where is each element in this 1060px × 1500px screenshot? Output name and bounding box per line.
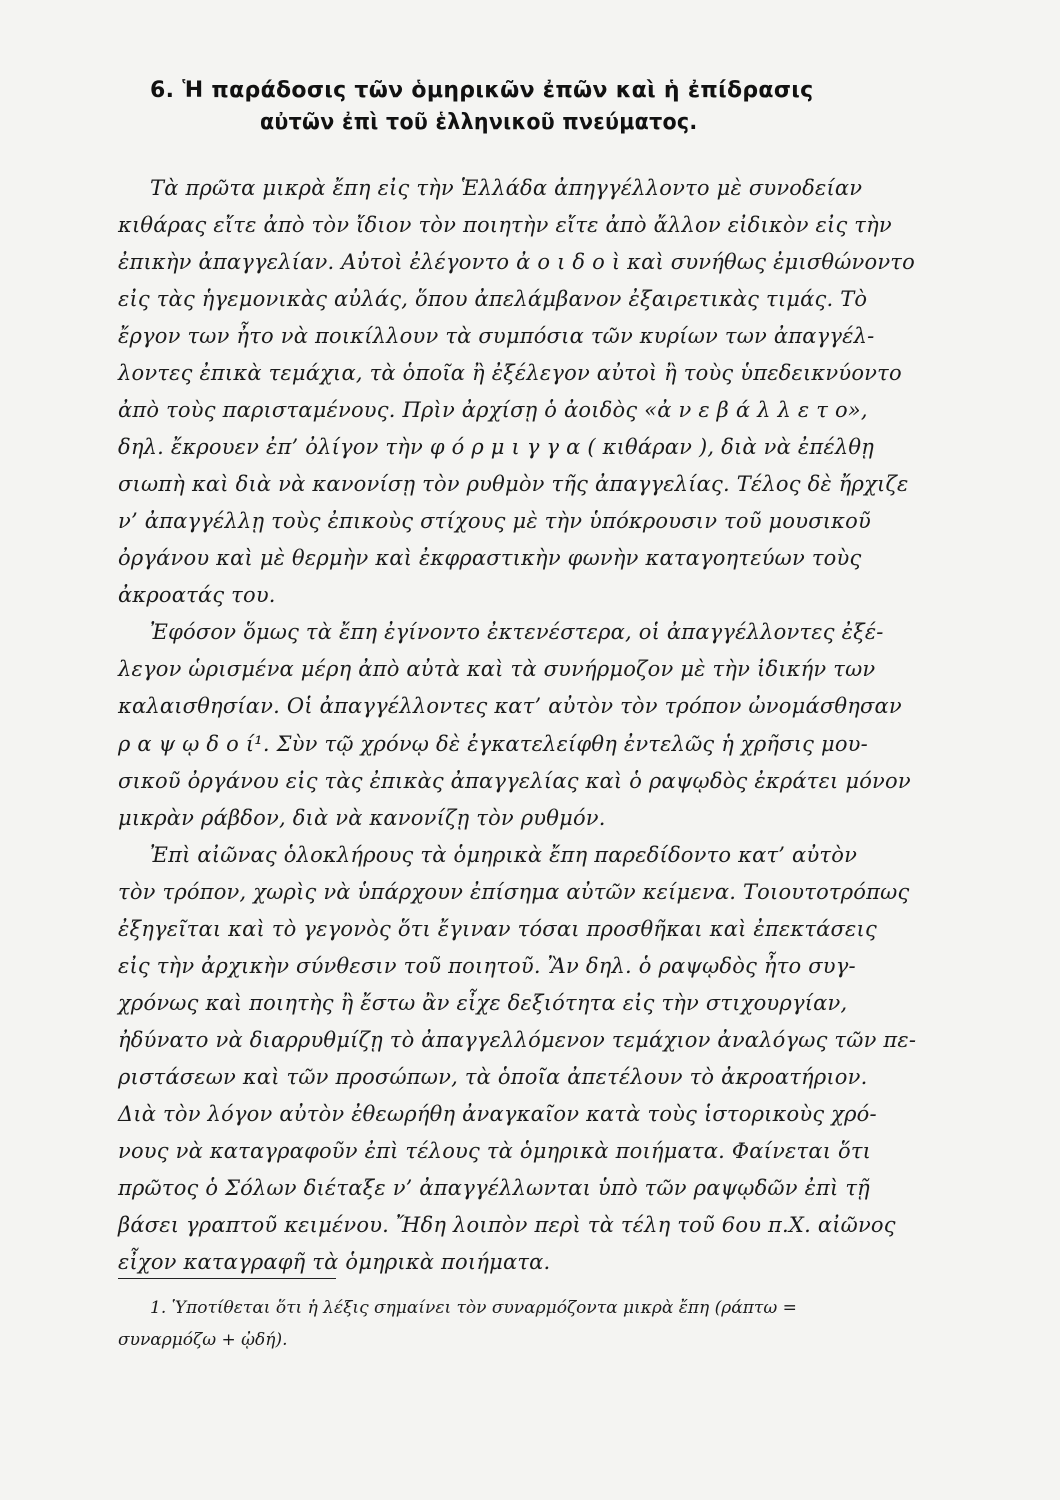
body-line: Ἐπὶ αἰῶνας ὁλοκλήρους τὰ ὁμηρικὰ ἔπη παρεδίδοντο κατ’ αὐτὸν	[150, 843, 858, 867]
body-line: σικοῦ ὀργάνου εἰς τὰς ἐπικὰς ἀπαγγελίας καὶ ὁ ραψῳδὸς ἐκράτει μόνον	[118, 769, 911, 793]
body-line: εἰς τὴν ἀρχικὴν σύνθεσιν τοῦ ποιητοῦ. Ἂν δηλ. ὁ ραψῳδὸς ἦτο συγ-	[118, 954, 856, 978]
body-line: νους νὰ καταγραφοῦν ἐπὶ τέλους τὰ ὁμηρικὰ ποιήματα. Φαίνεται ὅτι	[118, 1139, 872, 1163]
footnote-rule	[118, 1278, 336, 1279]
body-line: Διὰ τὸν λόγον αὐτὸν ἐθεωρήθη ἀναγκαῖον κατὰ τοὺς ἱστορικοὺς χρό-	[118, 1102, 877, 1126]
body-line: ἀκροατάς του.	[118, 583, 276, 607]
body-line: ἐπικὴν ἀπαγγελίαν. Αὐτοὶ ἐλέγοντο ἀ ο ι δ ο ὶ καὶ συνήθως ἐμισθώνοντο	[118, 250, 915, 274]
body-line: πρῶτος ὁ Σόλων διέταξε ν’ ἀπαγγέλλωνται ὑπὸ τῶν ραψῳδῶν ἐπὶ τῇ	[118, 1176, 870, 1200]
body-line: καλαισθησίαν. Οἱ ἀπαγγέλλοντες κατ’ αὐτὸν τὸν τρόπον ὠνομάσθησαν	[118, 694, 902, 718]
body-line: βάσει γραπτοῦ κειμένου. Ἤδη λοιπὸν περὶ τὰ τέλη τοῦ 6ου π.Χ. αἰῶνος	[118, 1213, 896, 1237]
body-line: σιωπὴ καὶ διὰ νὰ κανονίσῃ τὸν ρυθμὸν τῆς ἀπαγγελίας. Τέλος δὲ ἤρχιζε	[118, 472, 909, 496]
body-line: Ἐφόσον ὅμως τὰ ἔπη ἐγίνοντο ἐκτενέστερα, οἱ ἀπαγγέλλοντες ἐξέ-	[150, 620, 884, 644]
body-line: δηλ. ἔκρουεν ἐπ’ ὀλίγον τὴν φ ό ρ μ ι γ γ α ( κιθάραν ), διὰ νὰ ἐπέλθῃ	[118, 435, 874, 459]
body-line: ἠδύνατο νὰ διαρρυθμίζῃ τὸ ἀπαγγελλόμενον τεμάχιον ἀναλόγως τῶν πε-	[118, 1028, 917, 1052]
footnote-line-2: συναρμόζω + ᾠδή).	[118, 1330, 288, 1350]
body-line: ὀργάνου καὶ μὲ θερμὴν καὶ ἐκφραστικὴν φωνὴν καταγοητεύων τοὺς	[118, 546, 862, 570]
section-heading-line-2: αὐτῶν ἐπὶ τοῦ ἑλληνικοῦ πνεύματος.	[260, 110, 698, 135]
body-line: εἶχον καταγραφῆ τὰ ὁμηρικὰ ποιήματα.	[118, 1250, 551, 1274]
body-line: ἐξηγεῖται καὶ τὸ γεγονὸς ὅτι ἔγιναν τόσαι προσθῆκαι καὶ ἐπεκτάσεις	[118, 917, 877, 941]
body-line: μικρὰν ράβδον, διὰ νὰ κανονίζῃ τὸν ρυθμόν.	[118, 806, 606, 830]
body-line: ριστάσεων καὶ τῶν προσώπων, τὰ ὁποῖα ἀπετέλουν τὸ ἀκροατήριον.	[118, 1065, 868, 1089]
body-line: ν’ ἀπαγγέλλῃ τοὺς ἐπικοὺς στίχους μὲ τὴν ὑπόκρουσιν τοῦ μουσικοῦ	[118, 509, 871, 533]
body-line: ἀπὸ τοὺς παρισταμένους. Πρὶν ἀρχίσῃ ὁ ἀοιδὸς «ἀ ν ε β ά λ λ ε τ ο»,	[118, 398, 868, 422]
body-line: εἰς τὰς ἡγεμονικὰς αὐλάς, ὅπου ἀπελάμβανον ἐξαιρετικὰς τιμάς. Τὸ	[118, 287, 868, 311]
body-line: λοντες ἐπικὰ τεμάχια, τὰ ὁποῖα ἢ ἐξέλεγον αὐτοὶ ἢ τοὺς ὑπεδεικνύοντο	[118, 361, 902, 385]
body-line: τὸν τρόπον, χωρὶς νὰ ὑπάρχουν ἐπίσημα αὐτῶν κείμενα. Τοιουτοτρόπως	[118, 880, 910, 904]
section-heading-line-1: 6. Ἡ παράδοσις τῶν ὁμηρικῶν ἐπῶν καὶ ἡ ἐπίδρασις	[150, 78, 814, 103]
body-line: ρ α ψ ῳ δ ο ί¹. Σὺν τῷ χρόνῳ δὲ ἐγκατελείφθη ἐντελῶς ἡ χρῆσις μου-	[118, 732, 868, 756]
body-line: χρόνως καὶ ποιητὴς ἢ ἔστω ἂν εἶχε δεξιότητα εἰς τὴν στιχουργίαν,	[118, 991, 848, 1015]
body-line: λεγον ὡρισμένα μέρη ἀπὸ αὐτὰ καὶ τὰ συνήρμοζον μὲ τὴν ἰδικήν των	[118, 657, 876, 681]
body-line: κιθάρας εἴτε ἀπὸ τὸν ἴδιον τὸν ποιητὴν εἴτε ἀπὸ ἄλλον εἰδικὸν εἰς τὴν	[118, 213, 892, 237]
footnote-line-1: 1. Ὑποτίθεται ὅτι ἡ λέξις σημαίνει τὸν συναρμόζοντα μικρὰ ἔπη (ράπτω =	[150, 1298, 797, 1318]
body-line: ἔργον των ἦτο νὰ ποικίλλουν τὰ συμπόσια τῶν κυρίων των ἀπαγγέλ-	[118, 324, 875, 348]
body-line: Τὰ πρῶτα μικρὰ ἔπη εἰς τὴν Ἑλλάδα ἀπηγγέλλοντο μὲ συνοδείαν	[150, 176, 863, 200]
